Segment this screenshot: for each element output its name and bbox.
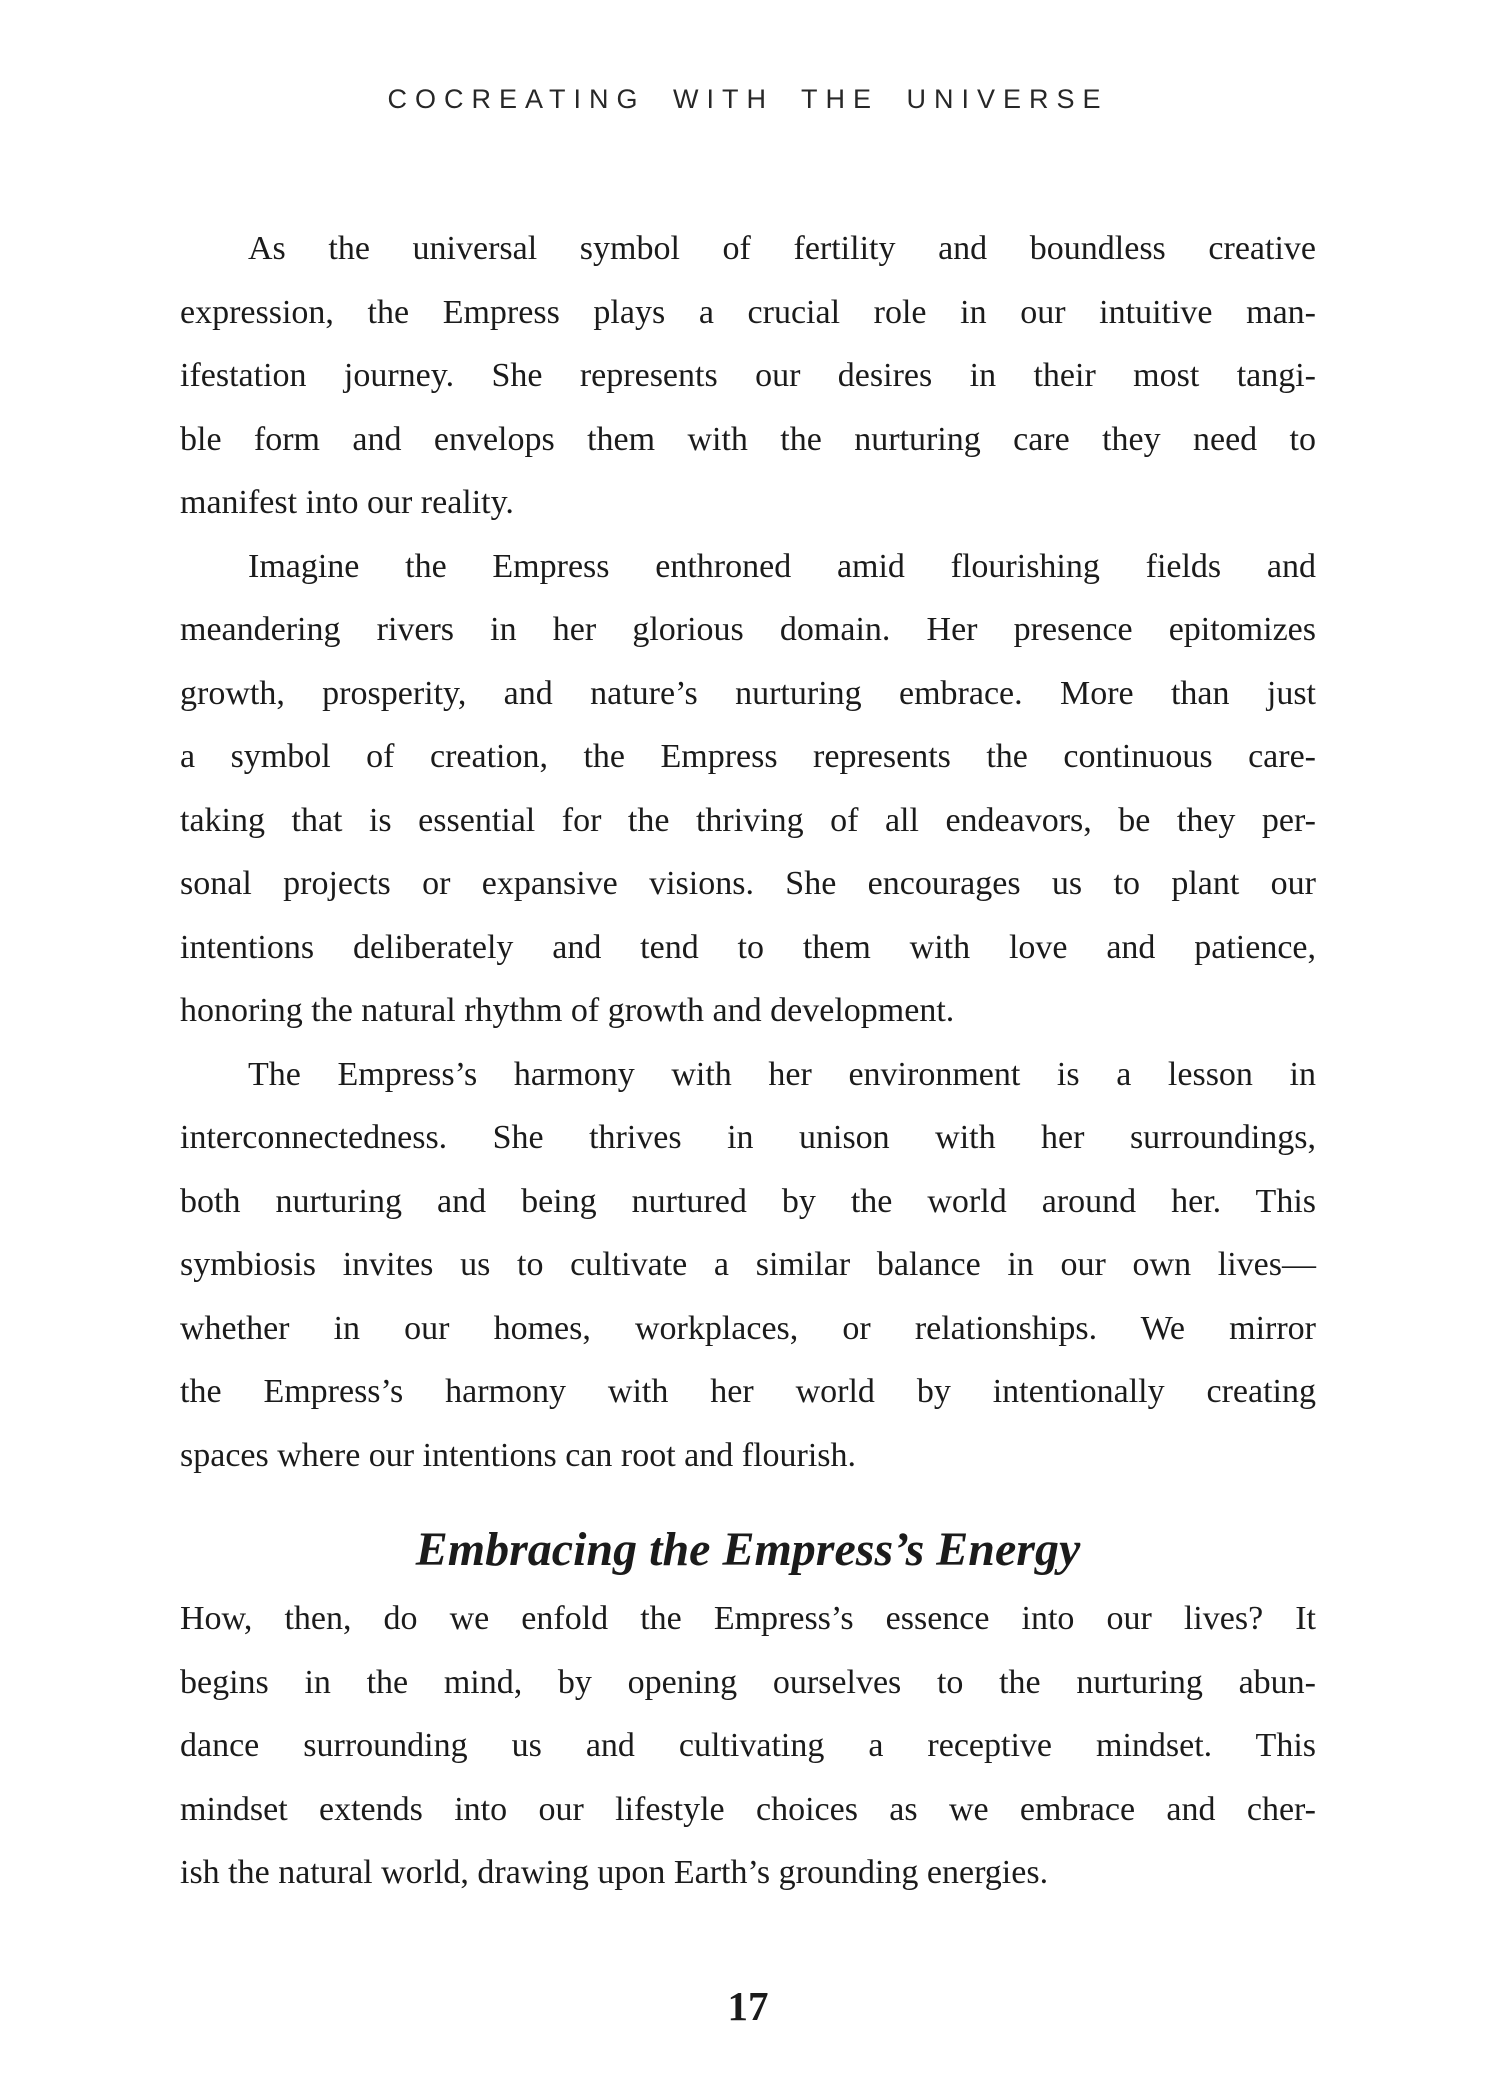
- text-line: meandering rivers in her glorious domain. Her presence epitomizes: [180, 611, 1316, 648]
- text-line: both nurturing and being nurtured by the world around her. This: [180, 1182, 1316, 1220]
- text-line: whether in our homes, workplaces, or relationships. We mirror: [180, 1309, 1316, 1347]
- text-line: the Empress’s harmony with her world by intentionally creating: [180, 1373, 1316, 1410]
- text-line: expression, the Empress plays a crucial role in our intuitive man-: [180, 293, 1316, 331]
- paragraph-1: [180, 217, 1316, 535]
- body-text: [180, 217, 1316, 1905]
- text-line: begins in the mind, by opening ourselves to the nurturing abun-: [180, 1663, 1316, 1701]
- text-line: honoring the natural rhythm of growth and development.: [180, 992, 955, 1029]
- text-line: Imagine the Empress enthroned amid flourishing fields and: [248, 547, 1316, 585]
- text-line: As the universal symbol of fertility and boundless creative: [248, 230, 1316, 267]
- text-line: spaces where our intentions can root and flourish.: [180, 1436, 857, 1474]
- text-line: symbiosis invites us to cultivate a similar balance in our own lives—: [180, 1246, 1316, 1283]
- text-line: The Empress’s harmony with her environment is a lesson in: [248, 1055, 1316, 1093]
- text-line: growth, prosperity, and nature’s nurturing embrace. More than just: [180, 674, 1316, 712]
- page-number: 17: [727, 1983, 769, 2029]
- text-line: intentions deliberately and tend to them with love and patience,: [180, 928, 1316, 966]
- text-line: ifestation journey. She represents our desires in their most tangi-: [180, 357, 1316, 394]
- text-line: interconnectedness. She thrives in unison with her surroundings,: [180, 1119, 1316, 1156]
- paragraph-2: [180, 535, 1316, 1043]
- text-line: ish the natural world, drawing upon Earth’s grounding energies.: [180, 1854, 1049, 1891]
- paragraph-3: [180, 1043, 1316, 1488]
- paragraph-4: [180, 1587, 1316, 1905]
- text-line: manifest into our reality.: [180, 484, 514, 521]
- running-header: COCREATING WITH THE UNIVERSE: [387, 84, 1109, 114]
- text-line: a symbol of creation, the Empress represents the continuous care-: [180, 738, 1316, 775]
- text-line: taking that is essential for the thriving of all endeavors, be they per-: [180, 801, 1316, 839]
- text-line: mindset extends into our lifestyle choices as we embrace and cher-: [180, 1790, 1316, 1828]
- text-line: ble form and envelops them with the nurturing care they need to: [180, 420, 1316, 458]
- section-heading: Embracing the Empress’s Energy: [415, 1523, 1081, 1576]
- text-line: How, then, do we enfold the Empress’s essence into our lives? It: [180, 1600, 1316, 1637]
- text-line: dance surrounding us and cultivating a receptive mindset. This: [180, 1727, 1316, 1764]
- text-line: sonal projects or expansive visions. She encourages us to plant our: [180, 865, 1316, 902]
